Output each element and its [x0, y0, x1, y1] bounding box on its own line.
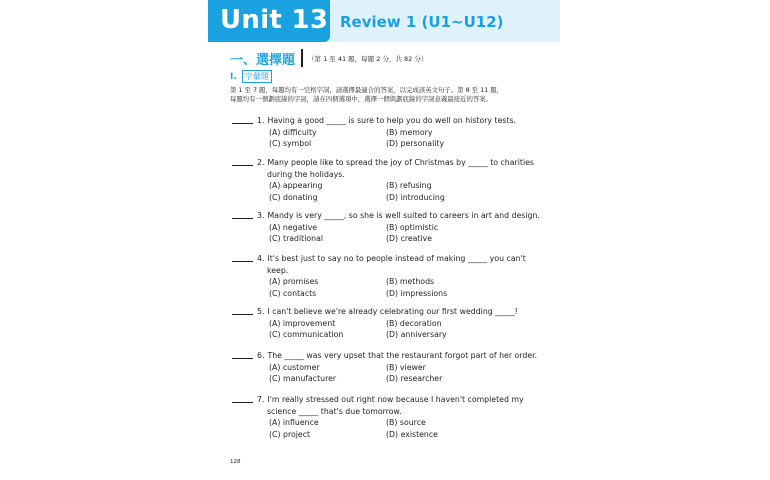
- option-b[interactable]: (B) viewer: [386, 362, 426, 372]
- option-b[interactable]: (B) refusing: [386, 181, 432, 190]
- options: [269, 318, 552, 341]
- question-3: [232, 210, 552, 245]
- options: [269, 417, 552, 440]
- instructions: [230, 86, 550, 104]
- section-divider: [301, 49, 303, 67]
- section-note: （第 1 至 41 題，每題 2 分，共 82 分）: [308, 54, 428, 63]
- question-number: 6.: [257, 351, 265, 360]
- option-b[interactable]: (B) decoration: [386, 318, 442, 328]
- review-title: Review 1 (U1~U12): [340, 13, 504, 31]
- answer-blank[interactable]: [232, 165, 253, 166]
- question-text: I'm really stressed out right now because I haven't completed my: [267, 395, 524, 404]
- answer-blank[interactable]: [232, 218, 253, 219]
- option-d[interactable]: (D) introducing: [386, 192, 445, 202]
- question-number: 1.: [257, 116, 265, 125]
- question-text: It's best just to say no to people instead of making _____ you can't: [267, 254, 526, 263]
- question-6: [232, 350, 552, 385]
- option-a[interactable]: (A) improvement: [269, 318, 336, 328]
- answer-blank[interactable]: [232, 123, 253, 124]
- option-d[interactable]: (D) impressions: [386, 288, 448, 298]
- question-stem: [232, 350, 552, 362]
- option-a[interactable]: (A) influence: [269, 418, 319, 427]
- options: [269, 276, 552, 299]
- option-a[interactable]: (A) customer: [269, 362, 320, 372]
- option-c[interactable]: (C) donating: [269, 192, 318, 202]
- option-a[interactable]: (A) appearing: [269, 181, 323, 190]
- question-7: [232, 394, 552, 440]
- question-1: [232, 115, 552, 150]
- options: [269, 222, 552, 245]
- answer-blank[interactable]: [232, 261, 253, 262]
- question-text-cont: science _____ that's due tomorrow.: [267, 406, 402, 416]
- unit-banner: [208, 0, 560, 42]
- answer-blank[interactable]: [232, 358, 253, 359]
- option-d[interactable]: (D) researcher: [386, 374, 443, 383]
- option-c[interactable]: (C) contacts: [269, 288, 317, 298]
- question-text: Mandy is very _____, so she is well suited to careers in art and design.: [267, 211, 540, 220]
- question-number: 7.: [257, 395, 265, 404]
- option-b[interactable]: (B) methods: [386, 277, 435, 286]
- question-stem: [232, 253, 552, 276]
- page-number: 128: [230, 459, 241, 465]
- options: [269, 180, 552, 203]
- unit-label: Unit 13: [220, 5, 329, 35]
- question-number: 3.: [257, 211, 265, 220]
- question-number: 5.: [257, 307, 265, 316]
- options: [269, 127, 552, 150]
- question-text: Many people like to spread the joy of Christmas by _____ to charities: [267, 158, 534, 167]
- question-text: Having a good _____ is sure to help you do well on history tests.: [267, 116, 517, 125]
- option-a[interactable]: (A) negative: [269, 222, 317, 232]
- question-number: 2.: [257, 158, 265, 167]
- answer-blank[interactable]: [232, 314, 253, 315]
- question-stem: [232, 157, 552, 180]
- option-b[interactable]: (B) optimistic: [386, 222, 439, 232]
- question-stem: [232, 115, 552, 127]
- question-stem: [232, 210, 552, 222]
- answer-blank[interactable]: [232, 402, 253, 403]
- question-text-cont: during the holidays.: [267, 169, 345, 179]
- option-d[interactable]: (D) creative: [386, 234, 433, 243]
- option-a[interactable]: (A) difficulty: [269, 127, 317, 137]
- question-stem: [232, 306, 552, 318]
- options: [269, 362, 552, 385]
- question-number: 4.: [257, 254, 265, 263]
- section-heading: [230, 49, 427, 67]
- question-text-cont: keep.: [267, 265, 289, 275]
- question-4: [232, 253, 552, 299]
- option-d[interactable]: (D) existence: [386, 429, 438, 439]
- part-heading: [230, 70, 272, 83]
- question-text: The _____ was very upset that the restaurant forgot part of her order.: [267, 351, 538, 360]
- option-c[interactable]: (C) project: [269, 429, 311, 439]
- option-b[interactable]: (B) source: [386, 418, 426, 427]
- option-c[interactable]: (C) manufacturer: [269, 374, 337, 383]
- section-title: 一、選擇題: [230, 52, 296, 68]
- option-c[interactable]: (C) traditional: [269, 234, 324, 243]
- question-text: I can't believe we're already celebrating our first wedding _____!: [267, 307, 518, 316]
- instruction-line: 每題均有一個劃底線的字詞，請在四個選項中，選擇一個與劃底線的字詞意義最接近的答案。: [230, 95, 493, 103]
- question-stem: [232, 394, 552, 417]
- option-d[interactable]: (D) anniversary: [386, 330, 447, 339]
- question-5: [232, 306, 552, 341]
- option-d[interactable]: (D) personality: [386, 139, 445, 148]
- option-a[interactable]: (A) promises: [269, 277, 319, 286]
- option-b[interactable]: (B) memory: [386, 127, 433, 137]
- question-2: [232, 157, 552, 203]
- option-c[interactable]: (C) communication: [269, 330, 344, 339]
- part-number: I.: [230, 71, 237, 82]
- option-c[interactable]: (C) symbol: [269, 139, 312, 148]
- part-label: 字彙題: [242, 70, 272, 83]
- instruction-line: 第 1 至 7 題，每題均有一空格字詞，請選擇最適合的答案，以完成該英文句子。第 8 至 11 題，: [230, 86, 504, 94]
